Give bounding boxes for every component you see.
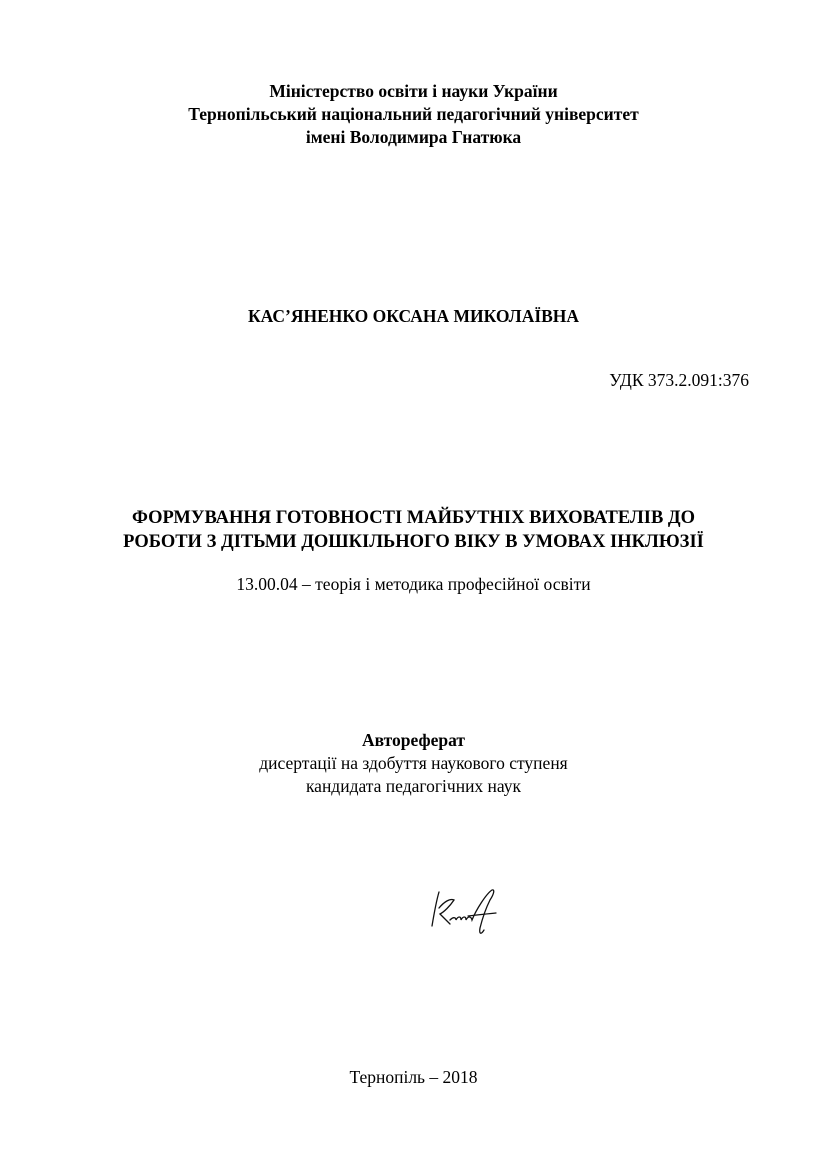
- handwritten-signature-icon: [420, 880, 510, 940]
- abstract-description-line1: дисертації на здобуття наукового ступеня: [259, 753, 568, 773]
- dissertation-title-line1: ФОРМУВАННЯ ГОТОВНОСТІ МАЙБУТНІХ ВИХОВАТЕЛІВ ДО: [131, 508, 696, 528]
- udk-code: УДК 373.2.091:376: [609, 370, 749, 390]
- dissertation-title-line2: РОБОТИ З ДІТЬМИ ДОШКІЛЬНОГО ВІКУ В УМОВАХ ІНКЛЮЗІЇ: [123, 532, 704, 552]
- abstract-heading: Автореферат: [362, 730, 465, 750]
- abstract-description-line2: кандидата педагогічних наук: [305, 776, 522, 796]
- ministry-name: Міністерство освіти і науки України: [269, 81, 558, 101]
- university-name-continued: імені Володимира Гнатюка: [305, 127, 522, 147]
- author-name: КАС’ЯНЕНКО ОКСАНА МИКОЛАЇВНА: [247, 306, 580, 326]
- place-and-year: Тернопіль – 2018: [349, 1067, 478, 1087]
- specialty-code: 13.00.04 – теорія і методика професійної освіти: [236, 574, 591, 594]
- university-name: Тернопільський національний педагогічний університет: [188, 104, 639, 124]
